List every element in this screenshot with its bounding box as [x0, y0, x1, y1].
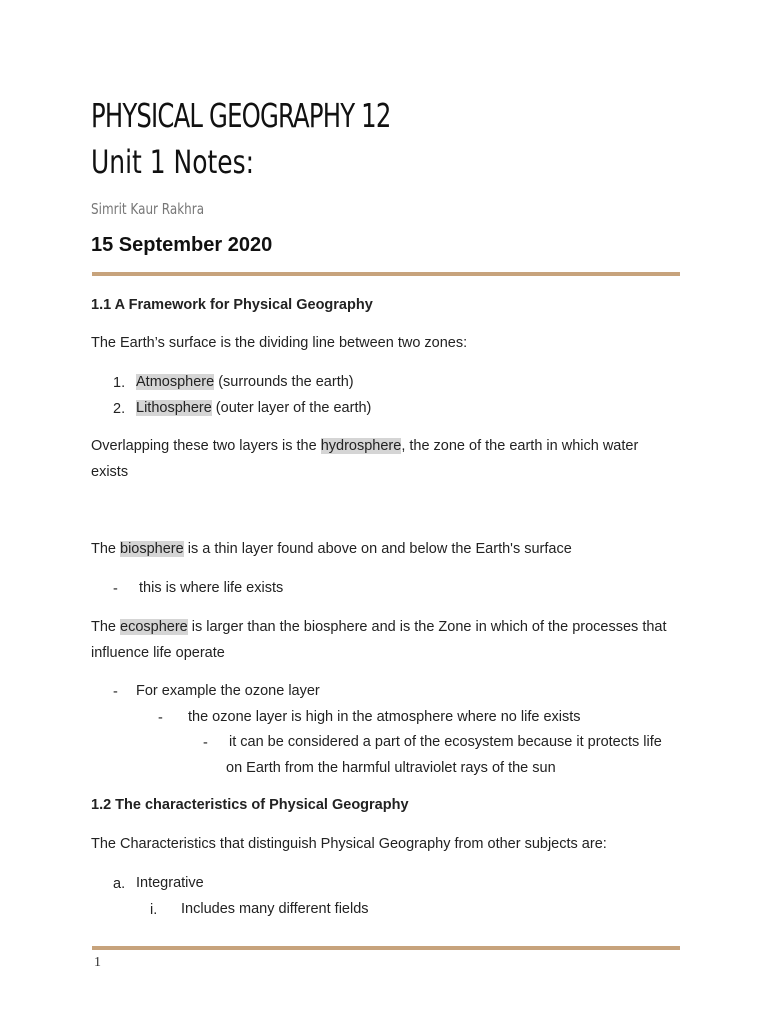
section-heading-1-2: 1.2 The characteristics of Physical Geography: [91, 797, 409, 813]
ecosphere-paragraph: [91, 614, 667, 640]
paragraph-text: The: [91, 541, 121, 557]
document-date: 15 September 2020: [91, 234, 273, 256]
paragraph-text: , the zone of the earth in which water: [401, 438, 639, 454]
ecosphere-bullet-3-line2: on Earth from the harmful ultraviolet rays of the sun: [226, 760, 556, 776]
paragraph-text: is larger than the biosphere and is the Zone in which of the processes that: [187, 619, 667, 635]
document-subtitle: Unit 1 Notes:: [91, 143, 255, 181]
page-number: 1: [94, 955, 101, 970]
biosphere-paragraph: [91, 536, 572, 562]
paragraph-text: The: [91, 619, 121, 635]
ecosphere-bullet-3: it can be considered a part of the ecosystem because it protects life: [229, 734, 662, 750]
bullet-marker: -: [203, 735, 208, 751]
list-marker: i.: [150, 902, 158, 918]
bullet-marker: -: [113, 684, 118, 700]
highlighted-term: ecosphere: [120, 619, 188, 635]
hydrosphere-paragraph-line2: exists: [91, 464, 129, 480]
footer-rule: [92, 946, 680, 950]
highlighted-term: Lithosphere: [136, 400, 212, 416]
ecosphere-bullet-2: the ozone layer is high in the atmosphere where no life exists: [188, 709, 581, 725]
biosphere-bullet: this is where life exists: [139, 580, 284, 596]
highlighted-term: hydrosphere: [320, 438, 402, 454]
ecosphere-paragraph-line2: influence life operate: [91, 645, 225, 661]
list-item-text: (outer layer of the earth): [211, 400, 372, 416]
document-title: PHYSICAL GEOGRAPHY 12: [91, 96, 391, 135]
list-item-integrative: Integrative: [136, 875, 204, 891]
section-1-intro: The Earth’s surface is the dividing line between two zones:: [91, 335, 468, 351]
paragraph-text: is a thin layer found above on and below the Earth's surface: [183, 541, 572, 557]
list-item: [136, 369, 354, 395]
highlighted-term: biosphere: [120, 541, 184, 557]
section-heading-1-1: 1.1 A Framework for Physical Geography: [91, 297, 373, 313]
ecosphere-bullet-1: For example the ozone layer: [136, 683, 320, 699]
author-name: Simrit Kaur Rakhra: [91, 200, 205, 218]
list-item: [136, 395, 371, 421]
list-item-text: (surrounds the earth): [214, 374, 354, 390]
paragraph-text: Overlapping these two layers is the: [91, 438, 321, 454]
bullet-marker: -: [158, 710, 163, 726]
list-item-fields: Includes many different fields: [181, 901, 369, 917]
header-rule: [92, 272, 680, 276]
list-marker: 1.: [113, 375, 126, 391]
highlighted-term: Atmosphere: [136, 374, 215, 390]
bullet-marker: -: [113, 581, 118, 597]
section-2-intro: The Characteristics that distinguish Physical Geography from other subjects are:: [91, 836, 607, 852]
list-marker: a.: [113, 876, 126, 892]
hydrosphere-paragraph: [91, 433, 638, 459]
list-marker: 2.: [113, 401, 126, 417]
